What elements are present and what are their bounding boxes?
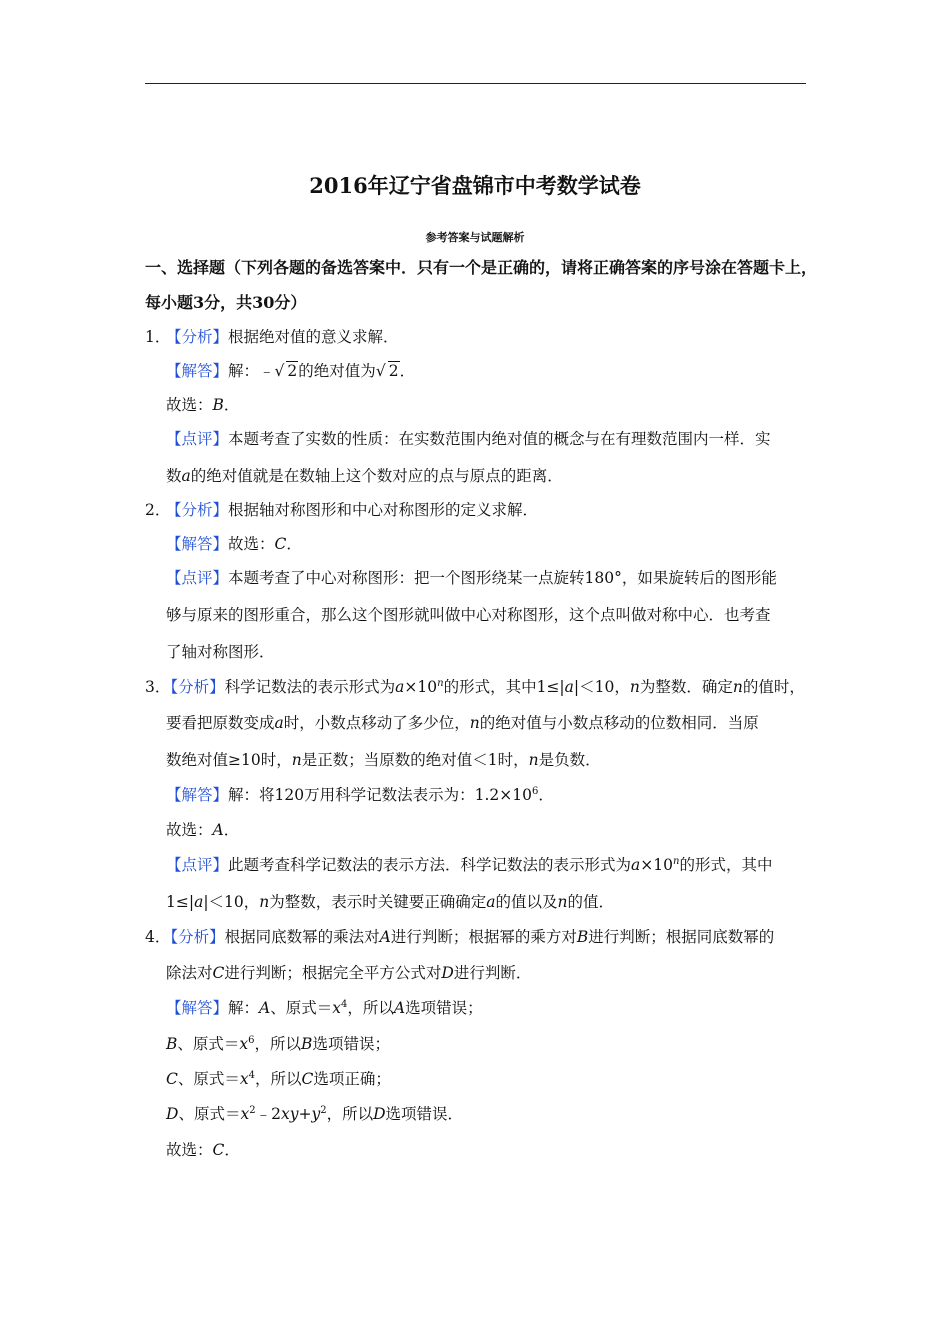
q3-a2-var-n: n [469,714,480,732]
q3-c2-var-a: a [194,893,204,911]
q4-choice-end: ． [224,1141,240,1159]
q3-var-n: n [629,678,640,696]
q1-sqrt-b: 2 [388,362,399,380]
q4-r1-var: A [259,999,271,1017]
q3-answer-end: ． [538,786,554,804]
q4-r4-xy: xy [280,1105,299,1123]
q4-r3-end: 选项正确； [313,1070,391,1088]
q4-r4-minus: ﹣2 [255,1105,281,1123]
q4-a-text-3: 进行判断；根据同底数幂的 [588,928,775,946]
q3-c-text-1: 此题考查科学记数法的表示方法．科学记数法的表示形式为 [228,856,632,874]
q4-r4-var: D [166,1105,179,1123]
q2-answer-end: ． [286,535,302,553]
q4-r2-post: ，所以 [254,1035,302,1053]
q3-choice-letter: A [212,821,224,839]
q3-choice-end: ． [223,821,240,839]
q4-choice-pre: 故选： [166,1141,213,1159]
q2-comment-line2: 够与原来的图形重合，那么这个图形就叫做中心对称图形，这个点叫做对称中心．也考查 [166,606,771,624]
q4-var-A: A [379,928,391,946]
q3-a-text-5: 的值时， [742,678,805,696]
q4-r1-x: x [332,999,341,1017]
q2-number: 2． [145,501,171,519]
q3-a-text-4: 为整数．确定 [639,678,733,696]
q3-c2-text-2: |＜10， [203,893,260,911]
q1-choice-pre: 故选： [166,396,213,414]
q4-answer-A [166,998,836,1018]
q4-r4-plus: + [298,1105,312,1123]
q4-a-text-2: 进行判断；根据幂的乘方对 [390,928,577,946]
q4-answer-C [166,1069,836,1089]
q2-comment-line1 [166,568,836,588]
q4-r1-mid: 、原式＝ [270,999,333,1017]
q3-comment-line1 [166,855,836,875]
q4-a2-text-1: 除法对 [166,964,213,982]
q3-c2-var-n-2: n [557,893,568,911]
q3-a-text-1: 科学记数法的表示形式为 [224,678,396,696]
q4-r2-var: B [166,1035,178,1053]
q3-a3-var-n: n [291,751,302,769]
q3-answer-exp: 6 [531,786,539,797]
q4-r4-exp-x: 2 [249,1105,256,1116]
q2-analysis-tag: 【分析】 [166,501,229,519]
q4-r1-pre: 解： [228,999,260,1017]
q3-a2-var-a: a [274,714,284,732]
q3-comment-tag: 【点评】 [166,856,229,874]
q4-r4-post: ，所以 [326,1105,374,1123]
page-subtitle: 参考答案与试题解析 [425,231,525,244]
q4-analysis-tag: 【分析】 [170,928,225,946]
q1-analysis [145,327,815,347]
q1-analysis-text: 根据绝对值的意义求解． [228,328,399,346]
q4-a2-text-3: 进行判断． [453,964,532,982]
q4-analysis-line2 [166,963,836,983]
q4-var-C: C [212,964,225,982]
q3-analysis-line3 [166,750,836,770]
q3-a-text-3: |＜10， [573,678,630,696]
q3-c2-var-a-2: a [486,893,496,911]
q4-answer-B [166,1034,836,1054]
q3-c2-text-3: 为整数，表示时关键要正确确定 [269,893,487,911]
q4-r3-var-2: C [301,1070,314,1088]
q1-comment-l2-pre: 数 [166,467,182,485]
q2-answer-tag: 【解答】 [166,535,229,553]
q3-answer-tag: 【解答】 [166,786,229,804]
q3-comment-line2 [166,892,836,912]
q2-analysis-text: 根据轴对称图形和中心对称图形的定义求解． [228,501,539,519]
q4-var-B: B [576,928,589,946]
q4-r2-x: x [239,1035,249,1053]
q4-r4-var-2: D [373,1105,386,1123]
q4-answer-tag: 【解答】 [166,999,229,1017]
q2-answer-pre: 故选： [228,535,275,553]
q3-c2-text-4: 的值以及 [495,893,558,911]
q3-exp-n: n [437,678,444,689]
q4-r1-var-2: A [393,999,406,1017]
q3-choice [166,820,836,840]
q4-a-text-1: 根据同底数幂的乘法对 [224,928,380,946]
q3-c-text-2: 的形式，其中 [679,856,773,874]
q4-r3-post: ，所以 [255,1070,302,1088]
q3-number: 3． [145,678,171,696]
q3-analysis-tag: 【分析】 [170,678,225,696]
q4-r2-exp: 6 [248,1035,255,1046]
q3-a-text-2: 的形式，其中1≤| [443,678,565,696]
q1-answer: 【解答】解：﹣√ 2的绝对值为√ 2． [166,362,416,380]
q3-a3-var-n-2: n [528,751,539,769]
q3-analysis-line1 [145,677,815,697]
q2-choice-letter: C [274,535,287,553]
section-heading-line2: 每小题3分，共30分） [145,293,307,312]
q4-var-D: D [441,964,454,982]
section-heading-line1: 一、选择题（下列各题的备选答案中．只有一个是正确的，请将正确答案的序号涂在答题卡上， [145,258,818,277]
q4-number: 4． [145,928,171,946]
q3-var-n-2: n [732,678,743,696]
q4-choice-letter: C [212,1141,225,1159]
q3-var-a-2: a [564,678,574,696]
q4-r4-x: x [240,1105,250,1123]
q4-r3-x: x [239,1070,249,1088]
q3-a3-text-1: 数绝对值≥10时， [166,751,292,769]
q2-answer [166,534,836,554]
q4-r4-exp-y: 2 [320,1105,327,1116]
q1-comment-line2 [166,466,836,486]
q3-c-exp-n: n [673,856,680,867]
q1-choice [166,395,836,415]
q4-r2-end: 选项错误； [312,1035,390,1053]
q1-comment-text: 本题考查了实数的性质：在实数范围内绝对值的概念与在有理数范围内一样．实 [228,430,771,448]
q1-sqrt-a: 2 [287,362,298,380]
q1-comment-line1 [166,429,836,449]
q4-r2-mid: 、原式＝ [177,1035,240,1053]
q1-comment-l2-post: 的绝对值就是在数轴上这个数对应的点与原点的距离． [190,467,563,485]
q4-r2-var-2: B [301,1035,313,1053]
q2-comment-tag: 【点评】 [166,569,229,587]
q3-a2-text-1: 要看把原数变成 [166,714,275,732]
q1-answer-text: 解：﹣ [228,362,275,380]
header-rule [145,83,806,84]
q3-a3-text-2: 是正数；当原数的绝对值＜1时， [301,751,529,769]
q3-c-var-a: a [631,856,641,874]
q4-r1-exp: 4 [341,999,348,1010]
q3-var-a: a [395,678,405,696]
q1-number: 1． [145,328,171,346]
q1-choice-end: ． [223,396,240,414]
q1-analysis-tag: 【分析】 [166,328,229,346]
q3-c2-text-5: 的值． [567,893,615,911]
q4-r4-y: y [311,1105,321,1123]
q2-comment-text: 本题考查了中心对称图形：把一个图形绕某一点旋转180°，如果旋转后的图形能 [228,569,777,587]
q2-analysis [145,500,815,520]
q4-r1-post: ，所以 [347,999,394,1017]
page-title: 2016年辽宁省盘锦市中考数学试卷 [309,173,641,198]
q4-choice [166,1140,836,1160]
q4-answer-D [166,1104,836,1124]
q3-choice-pre: 故选： [166,821,213,839]
q1-comment-tag: 【点评】 [166,430,229,448]
q4-r3-exp: 4 [248,1070,256,1081]
q4-analysis-line1 [145,927,815,947]
q1-comment-var: a [181,467,191,485]
q3-answer [166,785,836,805]
q4-a2-text-2: 进行判断；根据完全平方公式对 [224,964,442,982]
q3-answer-text: 解：将120万用科学记数法表示为：1.2×10 [228,786,532,804]
q4-r3-mid: 、原式＝ [177,1070,240,1088]
q2-comment-line3: 了轴对称图形． [166,643,275,661]
q1-choice-letter: B [212,396,224,414]
q4-r1-end: 选项错误； [405,999,483,1017]
q1-answer-end: ． [399,362,416,380]
q3-c2-text-1: 1≤| [166,893,195,911]
q3-times10: ×10 [404,678,438,696]
q4-r4-mid: 、原式＝ [178,1105,241,1123]
q1-answer-tag: 【解答】 [166,362,229,380]
q3-analysis-line2 [166,713,836,733]
q3-c2-var-n: n [259,893,270,911]
q4-r4-end: 选项错误． [385,1105,464,1123]
q3-c-times10: ×10 [640,856,673,874]
q1-answer-text-mid: 的绝对值为 [298,362,376,380]
q4-r3-var: C [166,1070,178,1088]
q3-a3-text-3: 是负数． [538,751,601,769]
q3-a2-text-2: 时，小数点移动了多少位， [283,714,470,732]
q3-a2-text-3: 的绝对值与小数点移动的位数相同．当原 [479,714,759,732]
